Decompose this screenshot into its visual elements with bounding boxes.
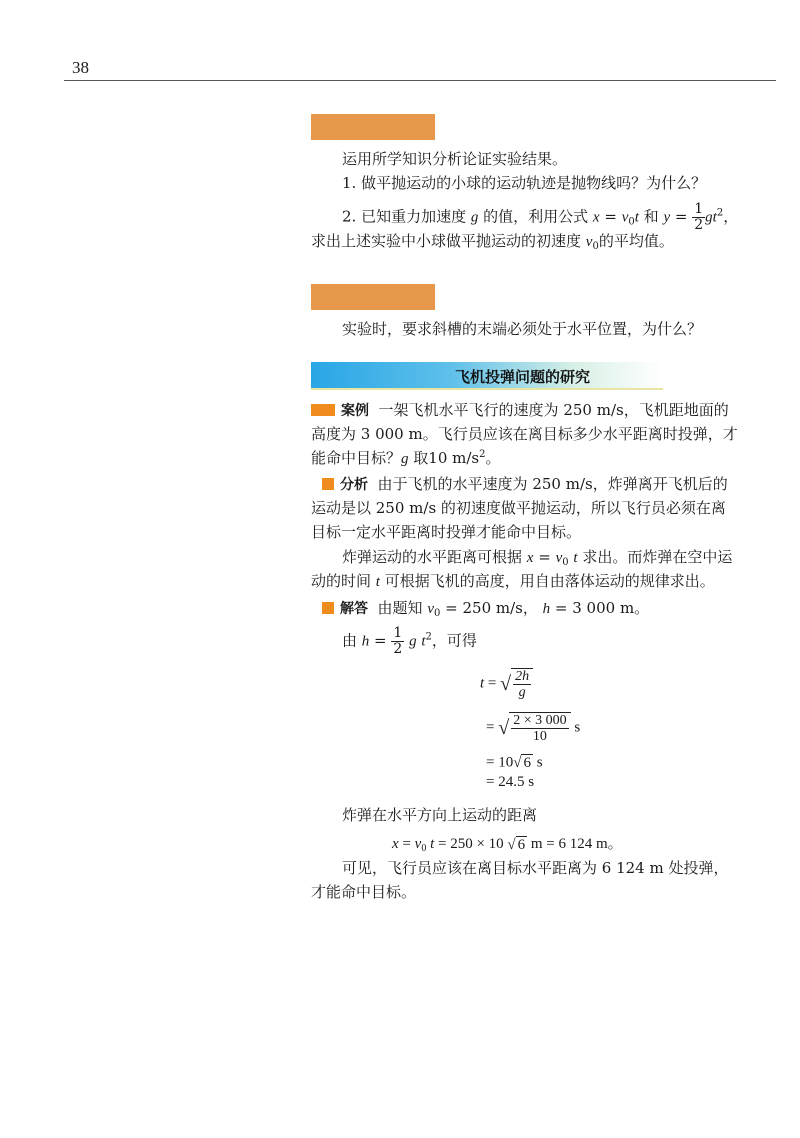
section-underline [311,388,663,390]
derivation-step-1: t = √ $\frac{2h}{g}$ [480,668,533,700]
conclusion-line-2: 才能命中目标。 [311,883,417,901]
case-line-1: 案例 一架飞机水平飞行的速度为 250 m/s，飞机距地面的 [311,399,729,422]
header-rule [64,80,776,81]
fraction-half: $\frac{1}{2}$ [393,625,403,657]
sqrt-expression: √ $\frac{2 \times 3 000}{10}$ [498,712,570,744]
horizontal-distance-label: 炸弹在水平方向上运动的距离 [342,806,538,824]
derivation-step-3: = 10√ 6 s [486,754,543,771]
solution-line-2: 由 h = $\frac{1}{2}$ g $t^2$，可得 [342,625,477,657]
solution-marker-icon [322,602,334,614]
section-title: 飞机投弹问题的研究 [455,368,591,386]
solution-label: 解答 [340,601,368,617]
horizontal-distance-para-2: 动的时间 t 可根据飞机的高度，用自由落体运动的规律求出。 [311,572,715,590]
analysis-marker-icon [322,478,334,490]
discussion-question-1: 1. 做平抛运动的小球的运动轨迹是抛物线吗？为什么？ [342,174,707,192]
horizontal-distance-equation: $x = v_0$ t = 250 × 10 √ 6 m = 6 124 m。 [392,836,623,854]
analysis-line-3: 目标一定水平距离时投弹才能命中目标。 [311,523,582,541]
discussion-question-2-cont: 求出上述实验中小球做平抛运动的初速度 $v_0$的平均值。 [311,232,674,252]
discussion-header-bar [311,114,435,140]
think-header-bar [311,284,435,310]
derivation-step-4: = 24.5 s [486,774,535,790]
horizontal-distance-para-1: 炸弹运动的水平距离可根据 $x = v_0$ t 求出。而炸弹在空中运 [342,548,733,568]
case-line-2: 高度为 3 000 m。飞行员应该在离目标多少水平距离时投弹，才 [311,425,738,443]
discussion-intro: 运用所学知识分析论证实验结果。 [342,150,568,168]
solution-line-1: 解答 由题知 $v_0 = 250$ m/s， h = 3 000 m。 [322,597,649,620]
think-question: 实验时，要求斜槽的末端必须处于水平位置，为什么？ [342,320,703,338]
case-label: 案例 [341,403,369,419]
discussion-question-2: 2. 已知重力加速度 g 的值，利用公式 $x = v_0t$ 和 y = $\frac{1}{2}$ $gt^2$， [342,201,739,233]
conclusion-line-1: 可见，飞行员应该在离目标水平距离为 6 124 m 处投弹， [342,859,729,877]
case-marker-icon [311,404,335,416]
fraction-half: $\frac{1}{2}$ [694,201,704,233]
derivation-step-2: = √ $\frac{2 \times 3 000}{10}$ s [486,713,581,744]
page-number: 38 [72,58,89,77]
case-line-3: 能命中目标？g 取10 $m/s^2$。 [311,449,501,467]
analysis-line-2: 运动是以 250 m/s 的初速度做平抛运动，所以飞行员必须在离 [311,499,726,517]
analysis-line-1: 分析 由于飞机的水平速度为 250 m/s，炸弹离开飞机后的 [322,473,728,496]
analysis-label: 分析 [340,477,368,493]
sqrt-expression: √ $\frac{2h}{g}$ [500,668,533,700]
